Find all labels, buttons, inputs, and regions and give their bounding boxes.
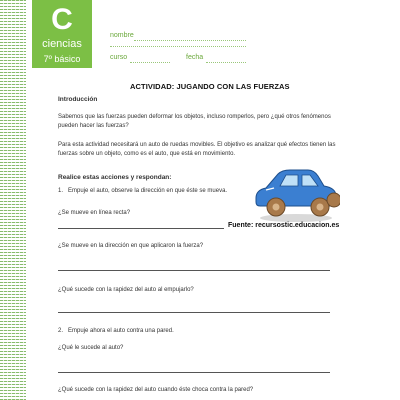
page-title: ACTIVIDAD: JUGANDO CON LAS FUERZAS [130, 82, 290, 91]
answer-line-2[interactable] [58, 270, 330, 271]
name-label: nombre [110, 32, 134, 39]
badge-letter: C [51, 3, 73, 36]
subject-badge [32, 0, 92, 68]
answer-line-1[interactable] [58, 228, 224, 229]
question-3: ¿Qué sucede con la rapidez del auto al empujarlo? [58, 287, 194, 293]
question-4: ¿Qué le sucede al auto? [58, 345, 124, 351]
badge-subject: ciencias [42, 38, 82, 50]
answer-line-3[interactable] [58, 312, 330, 313]
toy-car-icon [250, 160, 340, 224]
course-line[interactable] [130, 62, 170, 63]
item-1-text: Empuje el auto, observe la dirección en que éste se mueva. [68, 188, 228, 194]
answer-line-4[interactable] [58, 372, 330, 373]
tasks-heading: Realice estas acciones y respondan: [58, 174, 172, 181]
intro-heading: Introducción [58, 96, 98, 103]
item-2-text: Empuje ahora el auto contra una pared. [68, 328, 174, 334]
name-line[interactable] [134, 40, 246, 41]
name-line-under [110, 46, 246, 47]
image-source-credit: Fuente: recursostic.educacion.es [228, 222, 340, 229]
intro-paragraph-1: Sabemos que las fuerzas pueden deformar los objetos, incluso romperlos, pero ¿qué otros fenómenos pueden hacer las fuerzas? [58, 114, 331, 129]
question-5: ¿Qué sucede con la rapidez del auto cuando éste choca contra la pared? [58, 387, 254, 393]
intro-paragraph-2: Para esta actividad necesitará un auto de ruedas movibles. El objetivo es analizar qué efectos tienen las fuerzas sobre un objeto, como es el auto, que está en movimiento. [58, 142, 336, 157]
question-2: ¿Se mueve en la dirección en que aplicaron la fuerza? [58, 243, 204, 249]
course-label: curso [110, 54, 128, 61]
item-2-number: 2. [58, 328, 64, 334]
badge-grade: 7º básico [43, 54, 81, 64]
date-line[interactable] [206, 62, 246, 63]
question-1: ¿Se mueve en línea recta? [58, 210, 131, 216]
item-1-number: 1. [58, 188, 64, 194]
date-label: fecha [186, 54, 204, 61]
decorative-margin-strip [0, 0, 26, 400]
